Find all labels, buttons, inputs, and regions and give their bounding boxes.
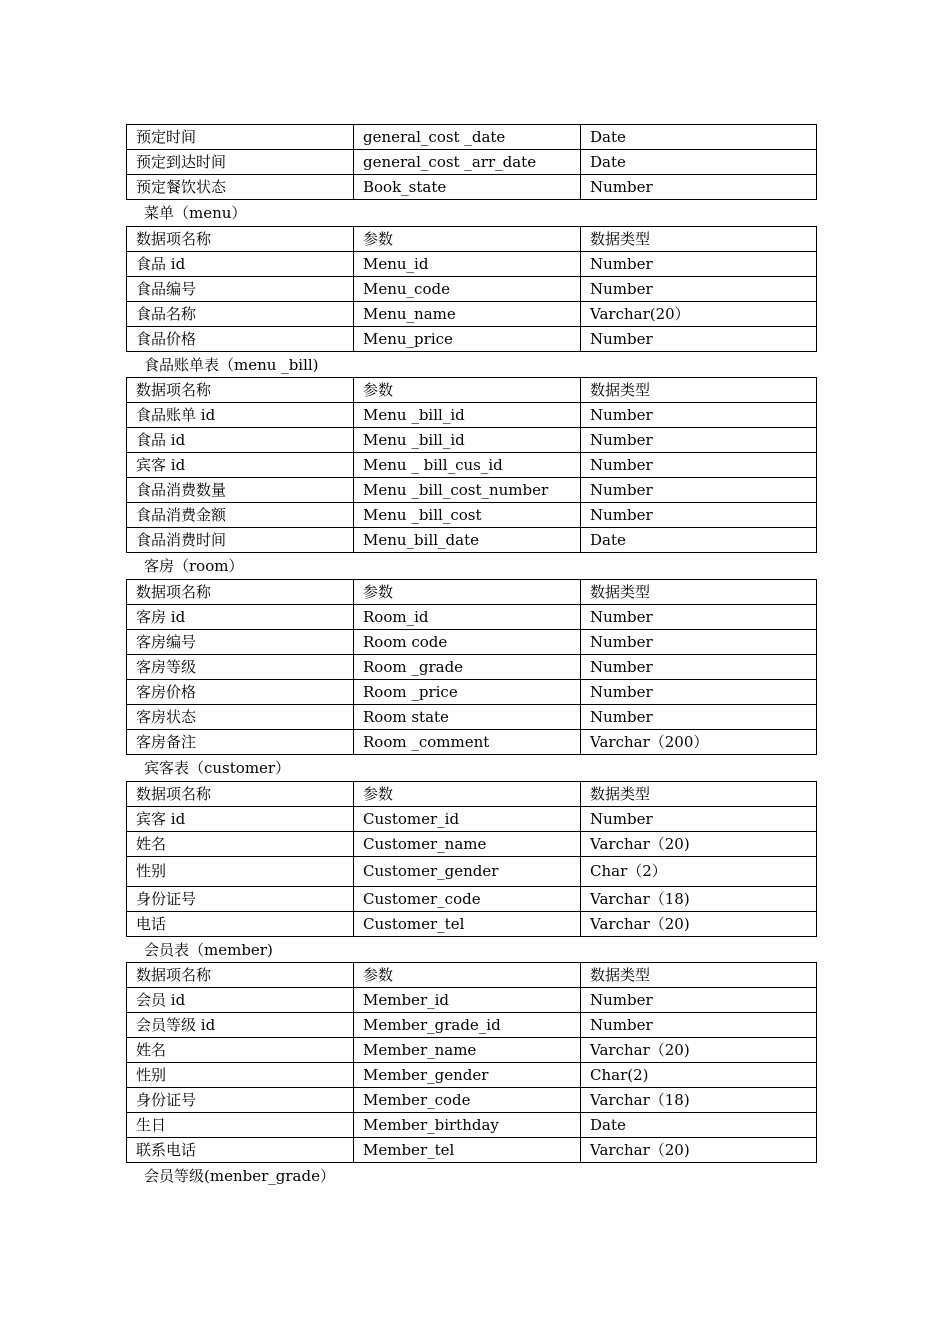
- field-name-cell: 联系电话: [127, 1138, 354, 1163]
- table-row: [127, 125, 817, 150]
- header-param-cell: 参数: [354, 378, 581, 403]
- table-caption: 会员等级(menber_grade）: [144, 1167, 335, 1186]
- header-name-cell: 数据项名称: [127, 781, 354, 806]
- field-param-cell: Menu _bill_cost: [354, 503, 581, 528]
- field-param-cell: Menu_price: [354, 326, 581, 351]
- field-type-cell: Number: [581, 630, 817, 655]
- field-name-cell: 宾客 id: [127, 453, 354, 478]
- table-row: [127, 175, 817, 200]
- table-row: [127, 1088, 817, 1113]
- table-header-row: [127, 580, 817, 605]
- field-name-cell: 姓名: [127, 831, 354, 856]
- field-param-cell: Customer_gender: [354, 856, 581, 886]
- field-name-cell: 会员等级 id: [127, 1013, 354, 1038]
- field-param-cell: Menu_bill_date: [354, 528, 581, 553]
- table-row: [127, 251, 817, 276]
- table-row: [127, 276, 817, 301]
- field-name-cell: 客房等级: [127, 655, 354, 680]
- field-name-cell: 食品消费数量: [127, 478, 354, 503]
- table-row: [127, 630, 817, 655]
- table-caption: 食品账单表（menu _bill): [144, 355, 319, 374]
- header-name-cell: 数据项名称: [127, 378, 354, 403]
- data-dictionary-table: [126, 124, 817, 200]
- field-param-cell: Member_gender: [354, 1063, 581, 1088]
- table-caption: 宾客表（customer）: [144, 759, 291, 778]
- field-name-cell: 食品 id: [127, 428, 354, 453]
- field-type-cell: Number: [581, 655, 817, 680]
- field-name-cell: 食品消费金额: [127, 503, 354, 528]
- table-header-row: [127, 781, 817, 806]
- field-type-cell: Char（2）: [581, 856, 817, 886]
- field-param-cell: Member_id: [354, 988, 581, 1013]
- field-name-cell: 客房编号: [127, 630, 354, 655]
- data-dictionary-table: [126, 377, 817, 553]
- field-type-cell: Number: [581, 478, 817, 503]
- table-caption: 菜单（menu）: [144, 204, 247, 222]
- field-name-cell: 姓名: [127, 1038, 354, 1063]
- table-row: [127, 478, 817, 503]
- field-type-cell: Number: [581, 326, 817, 351]
- table-row: [127, 453, 817, 478]
- field-type-cell: Varchar（20): [581, 1138, 817, 1163]
- field-name-cell: 生日: [127, 1113, 354, 1138]
- data-dictionary-table: [126, 226, 817, 352]
- field-param-cell: general_cost _arr_date: [354, 150, 581, 175]
- data-dictionary-table: [126, 962, 817, 1163]
- table-header-row: [127, 378, 817, 403]
- field-param-cell: Menu _bill_cost_number: [354, 478, 581, 503]
- header-name-cell: 数据项名称: [127, 580, 354, 605]
- header-type-cell: 数据类型: [581, 226, 817, 251]
- table-caption: 客房（room）: [144, 557, 244, 576]
- field-param-cell: Room state: [354, 705, 581, 730]
- header-name-cell: 数据项名称: [127, 226, 354, 251]
- field-name-cell: 宾客 id: [127, 806, 354, 831]
- field-type-cell: Date: [581, 125, 817, 150]
- field-name-cell: 食品消费时间: [127, 528, 354, 553]
- field-name-cell: 会员 id: [127, 988, 354, 1013]
- field-type-cell: Number: [581, 251, 817, 276]
- field-param-cell: Customer_id: [354, 806, 581, 831]
- header-param-cell: 参数: [354, 580, 581, 605]
- table-row: [127, 680, 817, 705]
- table-row: [127, 1113, 817, 1138]
- field-param-cell: Book_state: [354, 175, 581, 200]
- field-param-cell: Member_birthday: [354, 1113, 581, 1138]
- field-type-cell: Date: [581, 1113, 817, 1138]
- field-type-cell: Varchar（18): [581, 1088, 817, 1113]
- data-dictionary-table: [126, 781, 817, 937]
- table-row: [127, 856, 817, 886]
- field-name-cell: 客房 id: [127, 605, 354, 630]
- field-type-cell: Number: [581, 276, 817, 301]
- table-row: [127, 1013, 817, 1038]
- table-row: [127, 831, 817, 856]
- table-row: [127, 655, 817, 680]
- table-row: [127, 326, 817, 351]
- header-param-cell: 参数: [354, 226, 581, 251]
- field-name-cell: 性别: [127, 1063, 354, 1088]
- header-type-cell: 数据类型: [581, 963, 817, 988]
- table-row: [127, 301, 817, 326]
- table-row: [127, 1063, 817, 1088]
- table-row: [127, 503, 817, 528]
- header-type-cell: 数据类型: [581, 580, 817, 605]
- field-name-cell: 食品 id: [127, 251, 354, 276]
- table-row: [127, 403, 817, 428]
- table-row: [127, 988, 817, 1013]
- table-row: [127, 1138, 817, 1163]
- table-row: [127, 1038, 817, 1063]
- field-name-cell: 身份证号: [127, 1088, 354, 1113]
- field-param-cell: Menu _ bill_cus_id: [354, 453, 581, 478]
- field-name-cell: 食品账单 id: [127, 403, 354, 428]
- field-name-cell: 食品编号: [127, 276, 354, 301]
- field-param-cell: Customer_tel: [354, 911, 581, 936]
- table-row: [127, 428, 817, 453]
- field-type-cell: Varchar（20): [581, 911, 817, 936]
- table-row: [127, 730, 817, 755]
- table-row: [127, 528, 817, 553]
- field-param-cell: Menu_name: [354, 301, 581, 326]
- field-param-cell: general_cost _date: [354, 125, 581, 150]
- field-name-cell: 电话: [127, 911, 354, 936]
- field-type-cell: Varchar(20）: [581, 301, 817, 326]
- field-type-cell: Number: [581, 453, 817, 478]
- field-param-cell: Room _price: [354, 680, 581, 705]
- field-param-cell: Menu_code: [354, 276, 581, 301]
- header-type-cell: 数据类型: [581, 378, 817, 403]
- field-name-cell: 食品价格: [127, 326, 354, 351]
- table-caption: 会员表（member): [144, 940, 273, 959]
- field-type-cell: Date: [581, 528, 817, 553]
- field-param-cell: Menu _bill_id: [354, 428, 581, 453]
- field-type-cell: Number: [581, 428, 817, 453]
- field-type-cell: Number: [581, 605, 817, 630]
- field-type-cell: Varchar（20): [581, 1038, 817, 1063]
- field-name-cell: 身份证号: [127, 886, 354, 911]
- field-param-cell: Member_grade_id: [354, 1013, 581, 1038]
- field-type-cell: Date: [581, 150, 817, 175]
- field-type-cell: Number: [581, 988, 817, 1013]
- header-name-cell: 数据项名称: [127, 963, 354, 988]
- table-row: [127, 150, 817, 175]
- field-param-cell: Customer_code: [354, 886, 581, 911]
- table-header-row: [127, 226, 817, 251]
- field-param-cell: Member_tel: [354, 1138, 581, 1163]
- field-name-cell: 客房状态: [127, 705, 354, 730]
- table-row: [127, 806, 817, 831]
- field-name-cell: 客房备注: [127, 730, 354, 755]
- field-param-cell: Member_name: [354, 1038, 581, 1063]
- field-type-cell: Varchar（200）: [581, 730, 817, 755]
- table-row: [127, 705, 817, 730]
- table-row: [127, 605, 817, 630]
- field-name-cell: 预定餐饮状态: [127, 175, 354, 200]
- field-param-cell: Menu_id: [354, 251, 581, 276]
- field-name-cell: 客房价格: [127, 680, 354, 705]
- field-type-cell: Number: [581, 806, 817, 831]
- field-param-cell: Room code: [354, 630, 581, 655]
- field-param-cell: Room_id: [354, 605, 581, 630]
- field-type-cell: Number: [581, 705, 817, 730]
- field-param-cell: Room _comment: [354, 730, 581, 755]
- field-type-cell: Number: [581, 403, 817, 428]
- document-body: [126, 124, 816, 1189]
- field-type-cell: Number: [581, 1013, 817, 1038]
- field-type-cell: Char(2): [581, 1063, 817, 1088]
- field-type-cell: Number: [581, 503, 817, 528]
- field-name-cell: 预定到达时间: [127, 150, 354, 175]
- field-name-cell: 食品名称: [127, 301, 354, 326]
- field-type-cell: Number: [581, 680, 817, 705]
- table-row: [127, 911, 817, 936]
- field-type-cell: Varchar（20): [581, 831, 817, 856]
- table-header-row: [127, 963, 817, 988]
- data-dictionary-table: [126, 579, 817, 755]
- field-name-cell: 预定时间: [127, 125, 354, 150]
- table-row: [127, 886, 817, 911]
- field-param-cell: Customer_name: [354, 831, 581, 856]
- field-param-cell: Member_code: [354, 1088, 581, 1113]
- header-param-cell: 参数: [354, 963, 581, 988]
- field-param-cell: Menu _bill_id: [354, 403, 581, 428]
- header-param-cell: 参数: [354, 781, 581, 806]
- field-type-cell: Number: [581, 175, 817, 200]
- header-type-cell: 数据类型: [581, 781, 817, 806]
- field-param-cell: Room _grade: [354, 655, 581, 680]
- field-type-cell: Varchar（18): [581, 886, 817, 911]
- field-name-cell: 性别: [127, 856, 354, 886]
